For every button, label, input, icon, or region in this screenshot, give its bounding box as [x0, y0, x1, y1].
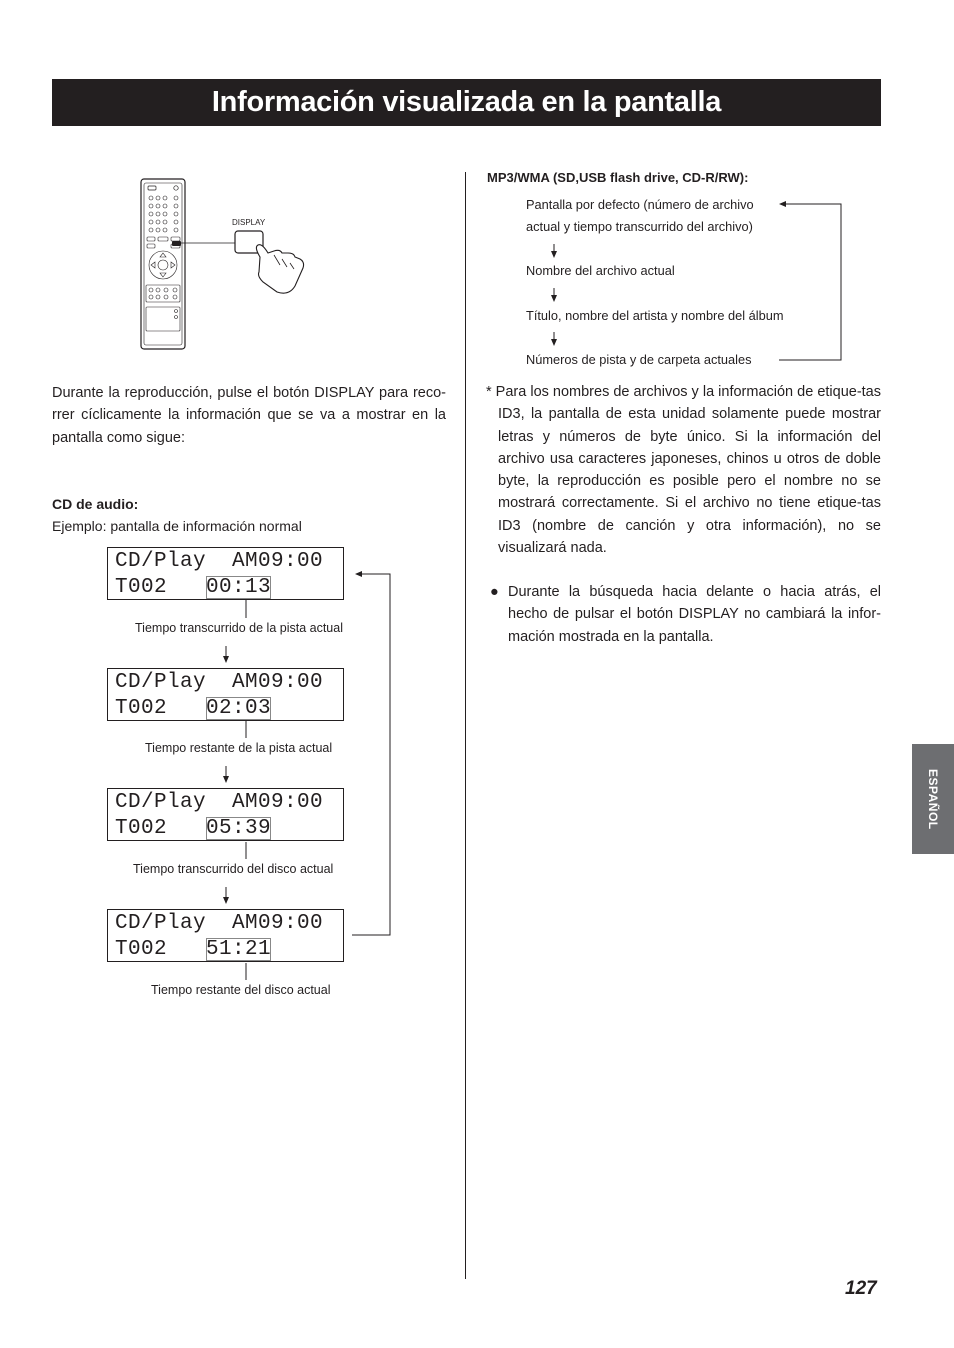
lcd-caption-2: Tiempo restante de la pista actual — [145, 741, 333, 755]
lcd-line2-prefix: T002 — [115, 576, 207, 599]
lcd-time: 51:21 — [206, 938, 272, 961]
lcd-time: 02:03 — [206, 697, 272, 720]
cd-subheading: Ejemplo: pantalla de información normal — [52, 518, 302, 534]
lcd-time: 00:13 — [206, 576, 272, 599]
loop-arrow — [779, 204, 841, 360]
bullet-icon: ● — [490, 584, 499, 600]
mp3-item-3: Título, nombre del artista y nombre del álbum — [526, 308, 784, 323]
cd-heading: CD de audio: — [52, 496, 139, 512]
lcd-line1: CD/Play AM09:00 — [115, 912, 324, 935]
language-tab: ESPAÑOL — [912, 744, 954, 854]
lcd-caption-1: Tiempo transcurrido de la pista actual — [135, 621, 343, 635]
loop-arrow — [352, 574, 390, 935]
lcd-caption-3: Tiempo transcurrido del disco actual — [133, 862, 334, 876]
mp3-item-1: Pantalla por defecto (número de archivo actual y tiempo transcurrido del archivo) — [526, 197, 754, 234]
column-divider — [465, 172, 466, 1279]
mp3-note: * Para los nombres de archivos y la información de etique-tas ID3, la pantalla de esta unidad solamente puede mostrar letras y números de byte único. Si la información del archivo usa caracteres japoneses, chinos u otros de doble byte, la reproducción es posible pero el nombre no se mostrará correctamente. Si el archivo no tiene etique-tas ID3 (nombre de canción y otra información), no se visualizará nada. — [486, 384, 881, 557]
mp3-item-4: Números de pista y de carpeta actuales — [526, 352, 752, 367]
page-number: 127 — [845, 1278, 877, 1299]
mp3-heading: MP3/WMA (SD,USB flash drive, CD-R/RW): — [487, 170, 749, 185]
page-title: Información visualizada en la pantalla — [52, 79, 881, 126]
bullet-note — [490, 581, 881, 648]
lcd-line2-prefix: T002 — [115, 938, 207, 961]
display-button-label: DISPLAY — [232, 218, 266, 227]
lcd-line1: CD/Play AM09:00 — [115, 550, 324, 573]
intro-paragraph: Durante la reproducción, pulse el botón DISPLAY para reco-rrer cíclicamente la información que se va a mostrar en la pantalla como sigue: — [52, 385, 446, 446]
lcd-time: 05:39 — [206, 817, 272, 840]
bullet-text: Durante la búsqueda hacia delante o hacia atrás, el hecho de pulsar el botón DISPLAY no cambiará la infor-mación mostrada en la pantalla. — [508, 584, 881, 645]
lcd-line2-prefix: T002 — [115, 697, 207, 720]
lcd-caption-4: Tiempo restante del disco actual — [151, 983, 331, 997]
lcd-line1: CD/Play AM09:00 — [115, 791, 324, 814]
mp3-item-2: Nombre del archivo actual — [526, 263, 675, 278]
lcd-line2-prefix: T002 — [115, 817, 207, 840]
lcd-line1: CD/Play AM09:00 — [115, 671, 324, 694]
